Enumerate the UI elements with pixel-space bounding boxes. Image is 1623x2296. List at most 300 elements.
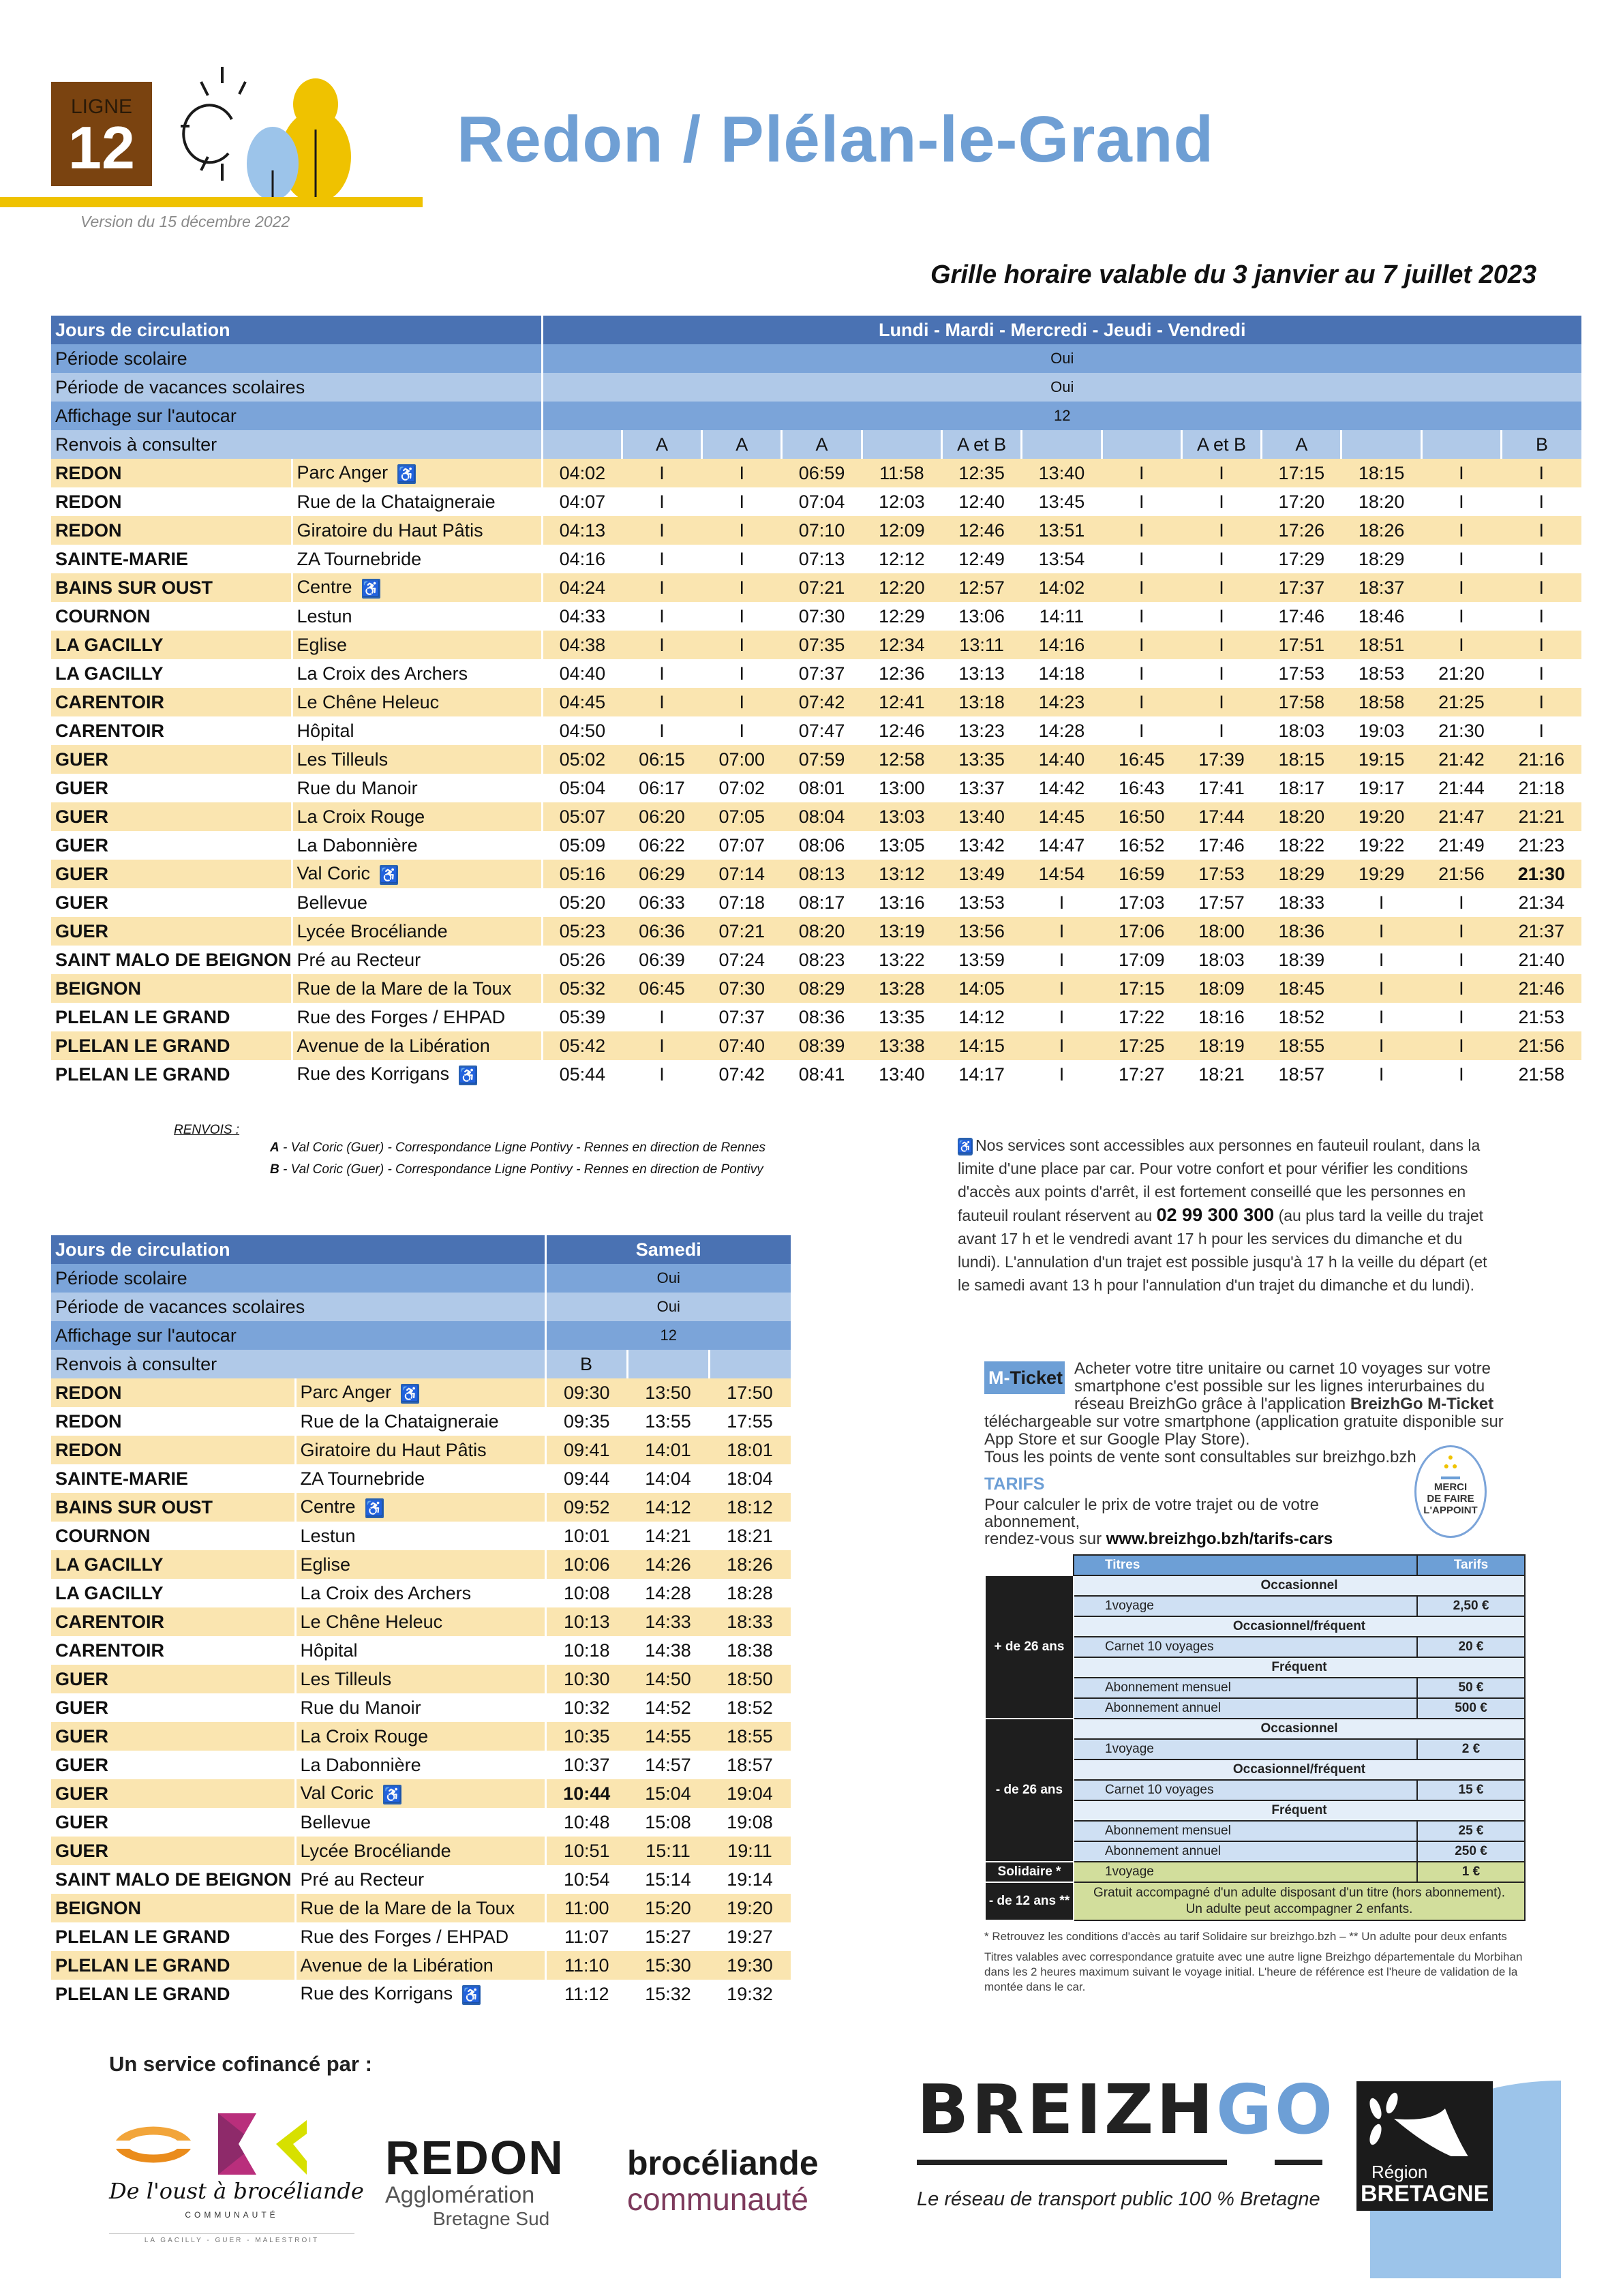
time-cell: 17:37	[1262, 573, 1341, 602]
time-cell: 18:29	[1262, 860, 1341, 888]
time-cell: 12:58	[862, 745, 941, 774]
cofinance-label: Un service cofinancé par :	[109, 2052, 372, 2076]
child-text-2: Un adulte peut accompagner 2 enfants.	[1185, 1902, 1413, 1916]
time-cell: 14:15	[942, 1031, 1022, 1060]
time-cell: 21:46	[1502, 974, 1581, 1003]
time-cell: 13:53	[942, 888, 1022, 917]
time-cell: 06:45	[622, 974, 701, 1003]
time-cell: 13:11	[942, 631, 1022, 659]
time-cell: 04:38	[542, 631, 622, 659]
stop-row	[51, 1407, 791, 1436]
tarifs-note-1: * Retrouvez les conditions d'accès au tarif Solidaire sur breizhgo.bzh – ** Un adulte pour deux enfants	[984, 1930, 1507, 1943]
time-cell: 13:16	[862, 888, 941, 917]
time-cell: 18:37	[1341, 573, 1421, 602]
time-cell: 18:26	[1341, 516, 1421, 545]
time-cell: I	[1341, 1060, 1421, 1089]
time-cell: I	[1181, 487, 1261, 516]
time-cell: I	[1181, 516, 1261, 545]
time-cell: 05:20	[542, 888, 622, 917]
col-titres: Titres	[1074, 1555, 1417, 1575]
time-cell: I	[702, 602, 782, 631]
renvoi-cell: A	[702, 430, 782, 459]
time-cell: 18:57	[709, 1751, 791, 1779]
time-cell: 21:30	[1421, 716, 1501, 745]
time-cell: I	[1421, 573, 1501, 602]
appoint-badge	[1414, 1445, 1487, 1538]
time-cell: 08:13	[782, 860, 862, 888]
ticket-title: Carnet 10 voyages	[1074, 1637, 1417, 1657]
time-cell: 14:23	[1022, 688, 1102, 716]
time-cell: I	[1181, 459, 1261, 487]
time-cell: 10:30	[545, 1665, 627, 1693]
stop-name: La Dabonnière	[297, 834, 418, 856]
time-cell: 08:06	[782, 831, 862, 860]
time-cell: 10:44	[545, 1779, 627, 1808]
time-cell: I	[702, 573, 782, 602]
time-cell: 17:27	[1102, 1060, 1181, 1089]
time-cell: 18:46	[1341, 602, 1421, 631]
stop-cell	[292, 573, 542, 602]
time-cell: I	[622, 659, 701, 688]
time-cell: 07:42	[782, 688, 862, 716]
time-cell: 05:04	[542, 774, 622, 802]
time-cell: 16:50	[1102, 802, 1181, 831]
time-cell: 17:03	[1102, 888, 1181, 917]
time-cell: 14:28	[1022, 716, 1102, 745]
time-cell: 08:04	[782, 802, 862, 831]
time-cell: 14:42	[1022, 774, 1102, 802]
time-cell: 14:04	[627, 1464, 709, 1493]
time-cell: I	[1421, 1003, 1501, 1031]
time-cell: 21:23	[1502, 831, 1581, 860]
time-cell: 10:13	[545, 1607, 627, 1636]
child-conditions	[1074, 1882, 1525, 1920]
time-cell: 12:12	[862, 545, 941, 573]
mticket-text-a: Acheter votre titre unitaire ou carnet 10 voyages sur votre smartphone c'est possible sur les lignes interurbaines du	[1074, 1359, 1491, 1395]
city-name: COURNON	[51, 1522, 295, 1550]
time-cell: 12:49	[942, 545, 1022, 573]
time-cell: 04:02	[542, 459, 622, 487]
time-cell: 12:57	[942, 573, 1022, 602]
stop-name: Giratoire du Haut Pâtis	[297, 519, 483, 541]
time-cell: 12:46	[942, 516, 1022, 545]
time-cell: I	[1022, 1003, 1102, 1031]
city-name: GUER	[51, 1665, 295, 1693]
city-name: REDON	[51, 516, 292, 545]
logo-redon-sub1: Agglomération	[385, 2182, 535, 2208]
time-cell: 05:23	[542, 917, 622, 946]
stop-cell	[292, 487, 542, 516]
time-cell: 21:58	[1502, 1060, 1581, 1089]
logo-breizhgo	[913, 2072, 1336, 2209]
time-cell: 14:40	[1022, 745, 1102, 774]
time-cell: 07:02	[702, 774, 782, 802]
time-cell: 13:35	[942, 745, 1022, 774]
ticket-title: 1voyage	[1074, 1739, 1417, 1759]
time-cell: 13:55	[627, 1407, 709, 1436]
time-cell: 07:24	[702, 946, 782, 974]
stop-row	[51, 1980, 791, 2008]
renvoi-cell	[862, 430, 941, 459]
time-cell: 15:11	[627, 1837, 709, 1865]
time-cell: 19:22	[1341, 831, 1421, 860]
breizhgo-a: BREIZH	[917, 2070, 1216, 2149]
time-cell: I	[702, 631, 782, 659]
renvois-label: Renvois à consulter	[51, 430, 542, 459]
stop-row	[51, 516, 1581, 545]
stop-row	[51, 716, 1581, 745]
time-cell: 19:11	[709, 1837, 791, 1865]
time-cell: 17:20	[1262, 487, 1341, 516]
sun-icon	[181, 67, 245, 181]
renvoi-cell	[1341, 430, 1421, 459]
stop-cell	[295, 1378, 545, 1407]
city-name: GUER	[51, 888, 292, 917]
stop-cell	[295, 1607, 545, 1636]
stop-cell	[292, 860, 542, 888]
renvoi-cell: A	[622, 430, 701, 459]
renvoi-text: - Val Coric (Guer) - Correspondance Ligne Pontivy - Rennes en direction de Pontivy	[279, 1162, 763, 1177]
time-cell: I	[1102, 487, 1181, 516]
stop-row	[51, 1951, 791, 1980]
time-cell: I	[1181, 716, 1261, 745]
time-cell: 13:42	[942, 831, 1022, 860]
vacances-label: Période de vacances scolaires	[51, 1293, 545, 1321]
time-cell: 13:40	[942, 802, 1022, 831]
time-cell: I	[1421, 888, 1501, 917]
time-cell: 21:42	[1421, 745, 1501, 774]
time-cell: 14:02	[1022, 573, 1102, 602]
stop-row	[51, 545, 1581, 573]
affichage-label: Affichage sur l'autocar	[51, 1321, 545, 1350]
ticket-price: 50 €	[1417, 1678, 1525, 1698]
renvoi-a	[270, 1141, 765, 1155]
time-cell: I	[1181, 688, 1261, 716]
tarifs-text-2: rendez-vous sur	[984, 1530, 1106, 1548]
time-cell: 18:55	[1262, 1031, 1341, 1060]
stop-name: Hôpital	[300, 1640, 358, 1661]
stop-row	[51, 1003, 1581, 1031]
stop-cell	[295, 1808, 545, 1837]
time-cell: 21:20	[1421, 659, 1501, 688]
stop-name: Bellevue	[300, 1811, 371, 1832]
renvoi-cell: B	[545, 1350, 627, 1378]
stop-cell	[292, 802, 542, 831]
vacances-value: Oui	[545, 1293, 791, 1321]
time-cell: 21:34	[1502, 888, 1581, 917]
stop-cell	[292, 1031, 542, 1060]
header-divider	[0, 197, 423, 207]
time-cell: 10:37	[545, 1751, 627, 1779]
age-group: + de 26 ans	[985, 1575, 1074, 1719]
stop-row	[51, 1060, 1581, 1089]
wheelchair-icon: ♿	[462, 1986, 481, 2004]
time-cell: 10:32	[545, 1693, 627, 1722]
time-cell: I	[1102, 688, 1181, 716]
stop-row	[51, 659, 1581, 688]
scolaire-value: Oui	[542, 344, 1581, 373]
time-cell: 13:00	[862, 774, 941, 802]
city-name: PLELAN LE GRAND	[51, 1922, 295, 1951]
time-cell: 07:07	[702, 831, 782, 860]
scolaire-value: Oui	[545, 1264, 791, 1293]
stop-name: Pré au Recteur	[297, 949, 421, 970]
time-cell: I	[1421, 487, 1501, 516]
stop-name: Rue des Forges / EHPAD	[297, 1006, 506, 1027]
stop-row	[51, 802, 1581, 831]
wheelchair-icon: ♿	[383, 1785, 402, 1803]
city-name: GUER	[51, 774, 292, 802]
time-cell: 15:04	[627, 1779, 709, 1808]
time-cell: 17:44	[1181, 802, 1261, 831]
time-cell: I	[1181, 545, 1261, 573]
appoint-line-3: L'APPOINT	[1423, 1505, 1478, 1516]
time-cell: I	[702, 659, 782, 688]
time-cell: 09:41	[545, 1436, 627, 1464]
time-cell: 07:30	[782, 602, 862, 631]
time-cell: 13:05	[862, 831, 941, 860]
time-cell: 18:04	[709, 1464, 791, 1493]
time-cell: I	[1102, 659, 1181, 688]
mticket-text-b: réseau BreizhGo grâce à l'application	[1074, 1395, 1350, 1413]
time-cell: I	[1421, 631, 1501, 659]
time-cell: 11:10	[545, 1951, 627, 1980]
stop-cell	[295, 1407, 545, 1436]
time-cell: I	[622, 573, 701, 602]
city-name: GUER	[51, 831, 292, 860]
stop-name: La Croix des Archers	[300, 1582, 472, 1603]
time-cell: I	[1502, 487, 1581, 516]
stop-name: Lestun	[297, 605, 352, 626]
city-name: GUER	[51, 1779, 295, 1808]
time-cell: 08:01	[782, 774, 862, 802]
stop-name: Eglise	[300, 1554, 351, 1575]
time-cell: 14:38	[627, 1636, 709, 1665]
time-cell: I	[1102, 545, 1181, 573]
time-cell: 13:40	[1022, 459, 1102, 487]
time-cell: I	[1421, 974, 1501, 1003]
ticket-title: Abonnement annuel	[1074, 1841, 1417, 1862]
time-cell: 14:45	[1022, 802, 1102, 831]
logo-oust-script: De l'oust à brocéliande	[109, 2178, 364, 2204]
time-cell: 11:12	[545, 1980, 627, 2008]
time-cell: I	[1421, 946, 1501, 974]
time-cell: 07:10	[782, 516, 862, 545]
time-cell: I	[1181, 631, 1261, 659]
time-cell: 12:41	[862, 688, 941, 716]
time-cell: 19:04	[709, 1779, 791, 1808]
stop-row	[51, 1550, 791, 1579]
time-cell: 19:03	[1341, 716, 1421, 745]
time-cell: I	[1421, 1031, 1501, 1060]
scolaire-label: Période scolaire	[51, 1264, 545, 1293]
jours-value: Samedi	[545, 1235, 791, 1264]
stop-row	[51, 1665, 791, 1693]
logo-broc-sub: communauté	[627, 2181, 808, 2217]
time-cell: 18:52	[709, 1693, 791, 1722]
time-cell: 06:39	[622, 946, 701, 974]
ticket-price: 500 €	[1417, 1698, 1525, 1719]
time-cell: 13:28	[862, 974, 941, 1003]
time-cell: I	[1022, 1031, 1102, 1060]
time-cell: 17:58	[1262, 688, 1341, 716]
time-cell: 18:21	[709, 1522, 791, 1550]
wheelchair-icon: ♿	[958, 1138, 973, 1155]
time-cell: I	[622, 1031, 701, 1060]
stop-row	[51, 745, 1581, 774]
page-title: Redon / Plélan-le-Grand	[457, 103, 1215, 176]
time-cell: I	[1022, 946, 1102, 974]
time-cell: I	[1421, 1060, 1501, 1089]
time-cell: 14:47	[1022, 831, 1102, 860]
prices-table	[984, 1554, 1526, 1921]
stop-name: Les Tilleuls	[297, 749, 389, 770]
city-name: LA GACILLY	[51, 631, 292, 659]
tarifs-link[interactable]: www.breizhgo.bzh/tarifs-cars	[1106, 1530, 1333, 1548]
stop-cell	[292, 716, 542, 745]
time-cell: 14:57	[627, 1751, 709, 1779]
time-cell: 05:44	[542, 1060, 622, 1089]
city-name: BEIGNON	[51, 1894, 295, 1922]
time-cell: 07:21	[702, 917, 782, 946]
stop-cell	[292, 659, 542, 688]
time-cell: 08:17	[782, 888, 862, 917]
time-cell: 09:52	[545, 1493, 627, 1522]
time-cell: 04:07	[542, 487, 622, 516]
time-cell: 10:54	[545, 1865, 627, 1894]
time-cell: I	[1341, 1003, 1421, 1031]
stop-name: Bellevue	[297, 892, 368, 913]
time-cell: 21:49	[1421, 831, 1501, 860]
time-cell: 13:49	[942, 860, 1022, 888]
time-cell: 21:44	[1421, 774, 1501, 802]
time-cell: 08:41	[782, 1060, 862, 1089]
stop-row	[51, 1493, 791, 1522]
time-cell: 12:40	[942, 487, 1022, 516]
solidaire-row	[985, 1862, 1525, 1882]
time-cell: 13:54	[1022, 545, 1102, 573]
time-cell: 14:52	[627, 1693, 709, 1722]
stop-row	[51, 1922, 791, 1951]
vacances-row	[51, 373, 1581, 402]
line-logo-number: 12	[68, 114, 135, 181]
time-cell: 04:24	[542, 573, 622, 602]
time-cell: 18:29	[1341, 545, 1421, 573]
time-cell: 07:05	[702, 802, 782, 831]
time-cell: 15:08	[627, 1808, 709, 1837]
stop-cell	[295, 1665, 545, 1693]
stop-name: Avenue de la Libération	[297, 1035, 490, 1056]
time-cell: 14:26	[627, 1550, 709, 1579]
mticket-badge	[984, 1361, 1065, 1394]
ticket-price: 25 €	[1417, 1821, 1525, 1841]
stop-cell	[292, 631, 542, 659]
time-cell: 08:36	[782, 1003, 862, 1031]
time-cell: 11:07	[545, 1922, 627, 1951]
time-cell: 15:30	[627, 1951, 709, 1980]
jours-value: Lundi - Mardi - Mercredi - Jeudi - Vendredi	[542, 316, 1581, 344]
time-cell: 18:03	[1262, 716, 1341, 745]
affichage-value: 12	[545, 1321, 791, 1350]
time-cell: 18:50	[709, 1665, 791, 1693]
time-cell: 04:50	[542, 716, 622, 745]
time-cell: 09:30	[545, 1378, 627, 1407]
time-cell: 13:12	[862, 860, 941, 888]
time-cell: I	[1502, 573, 1581, 602]
stop-cell	[295, 1464, 545, 1493]
time-cell: 13:59	[942, 946, 1022, 974]
city-name: GUER	[51, 1837, 295, 1865]
accessibility-text: Nos services sont accessibles aux personnes en fauteuil roulant, dans la limite d'une place par car. Pour votre confort et pour vérifier les conditions d'accès aux points d'arrêt, il est fortement conseillé que les personnes en fauteuil roulant réservent au	[958, 1136, 1481, 1224]
city-name: GUER	[51, 1751, 295, 1779]
time-cell: 17:25	[1102, 1031, 1181, 1060]
time-cell: 17:15	[1262, 459, 1341, 487]
time-cell: 06:22	[622, 831, 701, 860]
stop-row	[51, 1751, 791, 1779]
time-cell: I	[702, 545, 782, 573]
time-cell: 13:23	[942, 716, 1022, 745]
time-cell: I	[1421, 459, 1501, 487]
appoint-line-1: MERCI	[1434, 1481, 1468, 1493]
time-cell: 10:06	[545, 1550, 627, 1579]
time-cell: I	[1102, 602, 1181, 631]
time-cell: 14:17	[942, 1060, 1022, 1089]
coins-icon: ● ● ●	[1443, 1451, 1458, 1471]
time-cell: 18:58	[1341, 688, 1421, 716]
price-category: Occasionnel/fréquent	[1074, 1616, 1525, 1637]
stop-row	[51, 573, 1581, 602]
stop-name: Eglise	[297, 634, 348, 655]
ticket-price: 15 €	[1417, 1780, 1525, 1800]
stop-row	[51, 631, 1581, 659]
time-cell: 07:59	[782, 745, 862, 774]
stop-name: Lycée Brocéliande	[297, 920, 448, 941]
stop-row	[51, 688, 1581, 716]
time-cell: 07:04	[782, 487, 862, 516]
time-cell: 19:17	[1341, 774, 1421, 802]
price-category: Occasionnel	[1074, 1575, 1525, 1596]
time-cell: 14:18	[1022, 659, 1102, 688]
logo-redon-agglomeration	[385, 2131, 590, 2229]
mticket-text-d: Tous les points de vente sont consultables sur breizhgo.bzh	[984, 1448, 1416, 1466]
time-cell: I	[1421, 545, 1501, 573]
stop-name: Lestun	[300, 1525, 356, 1546]
time-cell: I	[1022, 888, 1102, 917]
time-cell: 17:22	[1102, 1003, 1181, 1031]
time-cell: 18:55	[709, 1722, 791, 1751]
city-name: LA GACILLY	[51, 1550, 295, 1579]
renvoi-cell	[542, 430, 622, 459]
breizhgo-b: GO	[1215, 2070, 1336, 2149]
time-cell: 07:13	[782, 545, 862, 573]
city-name: GUER	[51, 860, 292, 888]
stop-name: Rue des Korrigans	[300, 1983, 453, 2004]
time-cell: 18:12	[709, 1493, 791, 1522]
time-cell: 13:06	[942, 602, 1022, 631]
logo-broc-word: brocéliande	[627, 2144, 819, 2182]
city-name: CARENTOIR	[51, 1607, 295, 1636]
stop-name: Val Coric	[297, 863, 371, 884]
stop-name: Rue de la Mare de la Toux	[300, 1897, 515, 1918]
time-cell: 14:01	[627, 1436, 709, 1464]
time-cell: 17:53	[1181, 860, 1261, 888]
time-cell: 10:51	[545, 1837, 627, 1865]
time-cell: I	[1102, 716, 1181, 745]
time-cell: 07:30	[702, 974, 782, 1003]
time-cell: 17:46	[1262, 602, 1341, 631]
vacances-row	[51, 1293, 791, 1321]
stop-cell	[295, 1980, 545, 2008]
